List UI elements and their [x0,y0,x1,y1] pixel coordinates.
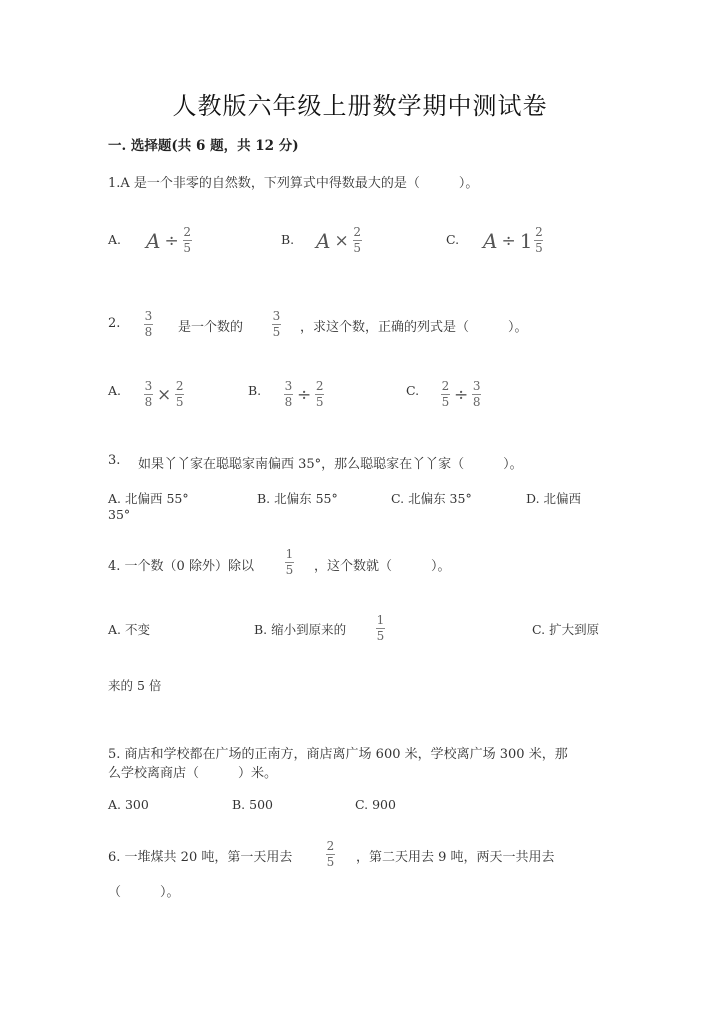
q4-option-b[interactable]: B. 缩小到原来的 [254,622,347,637]
q3-option-d[interactable]: D. 北偏西 [526,491,582,506]
question-3-number: 3. [108,453,121,468]
q6-frac: $\frac{2}{5}$ [326,839,335,869]
q4-option-b-frac: $\frac{1}{5}$ [376,613,385,643]
question-6-stem-end: ，第二天用去 9 吨，两天一共用去 [356,850,555,865]
q4-option-c[interactable]: C. 扩大到原 [532,622,600,637]
question-4-stem-end: ，这个数就（ ）。 [314,559,451,574]
question-5-line-1: 5. 商店和学校都在广场的正南方，商店离广场 600 米，学校离广场 300 米，那 [108,747,568,762]
q2-option-c[interactable]: C. [406,383,420,398]
q1-option-a[interactable]: A. [108,232,122,247]
q2-option-b-expr: $\frac{3}{8}$ ÷ $\frac{2}{5}$ [284,379,324,409]
q2-stem-mid: 是一个数的 [178,320,244,335]
q1-option-a-expr: A ÷ $\frac{2}{5}$ [146,225,192,255]
q1-option-c-expr: A ÷ 1 $\frac{2}{5}$ [483,225,543,255]
q4-option-c-cont: 来的 5 倍 [108,678,162,693]
question-6-stem-start: 6. 一堆煤共 20 吨，第一天用去 [108,850,293,865]
section-heading: 一. 选择题(共 6 题，共 12 分) [108,138,299,154]
q2-option-b[interactable]: B. [248,383,262,398]
q4-frac: $\frac{1}{5}$ [285,547,294,577]
q4-option-a[interactable]: A. 不变 [108,622,150,637]
q5-option-b[interactable]: B. 500 [232,797,273,812]
question-5-line-2: 么学校离商店（ ）米。 [108,766,278,781]
q1-option-c[interactable]: C. [446,232,460,247]
q5-option-a[interactable]: A. 300 [108,797,149,812]
question-3-stem: 如果丫丫家在聪聪家南偏西 35°，那么聪聪家在丫丫家（ ）。 [138,457,523,472]
q3-option-d-cont: 35° [108,507,131,522]
q2-option-a[interactable]: A. [108,383,122,398]
q2-frac-2: $\frac{3}{5}$ [272,309,281,339]
q2-option-a-expr: $\frac{3}{8}$ × $\frac{2}{5}$ [144,379,184,409]
page-title: 人教版六年级上册数学期中测试卷 [172,92,548,120]
question-2-number: 2. [108,316,121,331]
q1-option-b[interactable]: B. [281,232,295,247]
q5-option-c[interactable]: C. 900 [355,797,396,812]
question-1-stem: 1.A 是一个非零的自然数，下列算式中得数最大的是（ ）。 [108,176,479,191]
q2-frac-1: $\frac{3}{8}$ [144,309,153,339]
question-6-answer-blank: （ ）。 [108,885,180,900]
q2-stem-end: ，求这个数，正确的列式是（ ）。 [300,320,528,335]
question-4-stem-start: 4. 一个数（0 除外）除以 [108,559,254,574]
q3-option-a[interactable]: A. 北偏西 55° [108,491,189,506]
q2-option-c-expr: $\frac{2}{5}$ ÷ $\frac{3}{8}$ [441,379,481,409]
q1-option-b-expr: A × $\frac{2}{5}$ [316,225,362,255]
q3-option-c[interactable]: C. 北偏东 35° [391,491,472,506]
q3-option-b[interactable]: B. 北偏东 55° [257,491,338,506]
